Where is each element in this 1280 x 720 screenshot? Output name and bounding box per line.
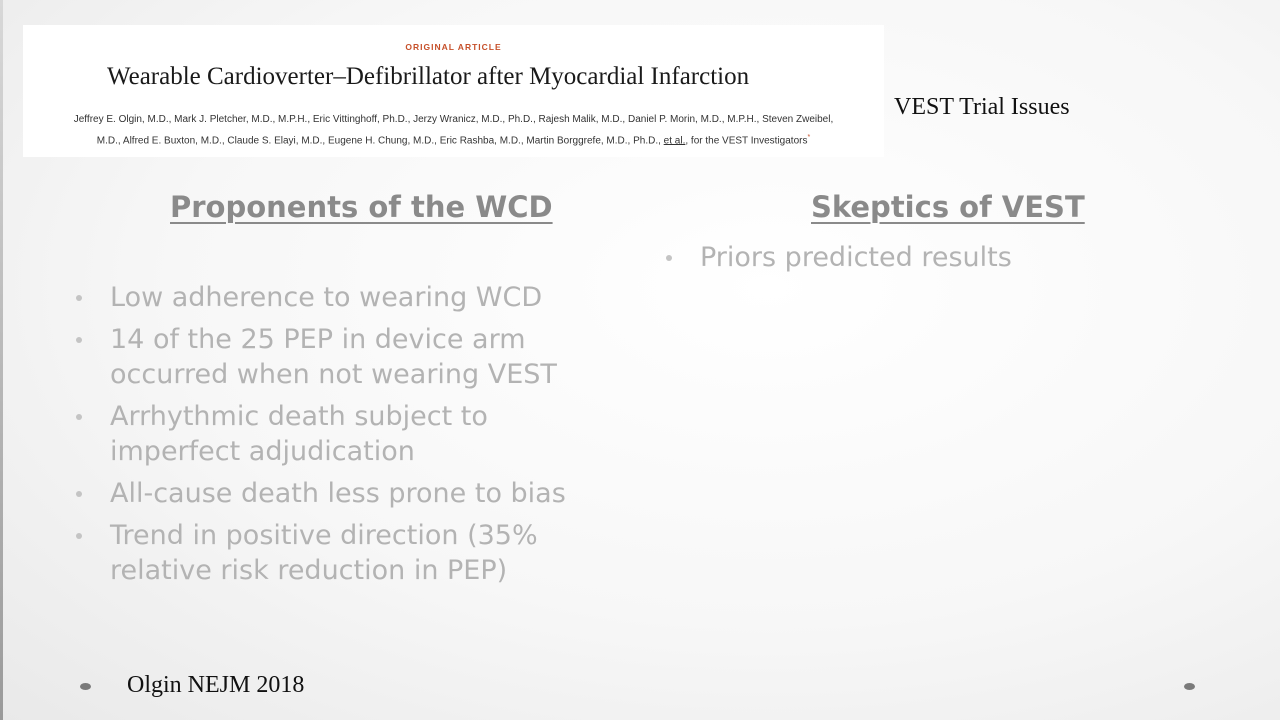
bullet-dot-icon (76, 533, 82, 539)
footer-left-dot-icon (80, 683, 91, 690)
bullet-text: All-cause death less prone to bias (110, 478, 566, 509)
slide-left-edge (0, 0, 3, 720)
authors-tail: , for the VEST Investigators (685, 135, 808, 147)
et-al-link: et al. (663, 135, 686, 147)
bullet-text: Low adherence to wearing WCD (110, 282, 543, 313)
footnote-star: * (807, 134, 811, 141)
bullet-dot-icon (76, 491, 82, 497)
list-item (110, 476, 610, 511)
list-item (700, 240, 1220, 275)
proponents-heading: Proponents of the WCD (170, 190, 553, 224)
list-item (110, 280, 610, 315)
bullet-dot-icon (666, 255, 672, 261)
bullet-dot-icon (76, 295, 82, 301)
bullet-text: Priors predicted results (700, 242, 1012, 273)
article-type-label: ORIGINAL ARTICLE (405, 42, 502, 52)
footer-right-dot-icon (1184, 683, 1195, 690)
authors-line-2-text: M.D., Alfred E. Buxton, M.D., Claude S. Elayi, M.D., Eugene H. Chung, M.D., Eric Rashba, M.D., Martin Borggrefe, M.D., Ph.D., (96, 135, 664, 147)
article-authors (33, 111, 874, 150)
article-authors-line-1: Jeffrey E. Olgin, M.D., Mark J. Pletcher, M.D., M.P.H., Eric Vittinghoff, Ph.D., Jerzy Wranicz, M.D., Ph.D., Rajesh Malik, M.D., Daniel P. Morin, M.D., M.P.H., Steven Zweibel, (73, 114, 834, 125)
bullet-dot-icon (76, 337, 82, 343)
bullet-text: Arrhythmic death subject to imperfect adjudication (110, 401, 488, 467)
skeptics-heading: Skeptics of VEST (811, 190, 1085, 224)
footer-citation: Olgin NEJM 2018 (127, 672, 305, 698)
bullet-text: 14 of the 25 PEP in device arm occurred when not wearing VEST (110, 324, 557, 390)
proponents-bullet-list (110, 280, 610, 595)
article-title: Wearable Cardioverter–Defibrillator after Myocardial Infarction (107, 63, 750, 90)
skeptics-bullet-list (700, 240, 1220, 282)
bullet-text: Trend in positive direction (35% relative risk reduction in PEP) (110, 520, 538, 586)
slide-title: VEST Trial Issues (894, 94, 1070, 120)
list-item (110, 322, 610, 392)
article-header-image (23, 25, 884, 157)
list-item (110, 399, 610, 469)
list-item (110, 518, 610, 588)
article-authors-line-2 (33, 129, 874, 150)
bullet-dot-icon (76, 414, 82, 420)
